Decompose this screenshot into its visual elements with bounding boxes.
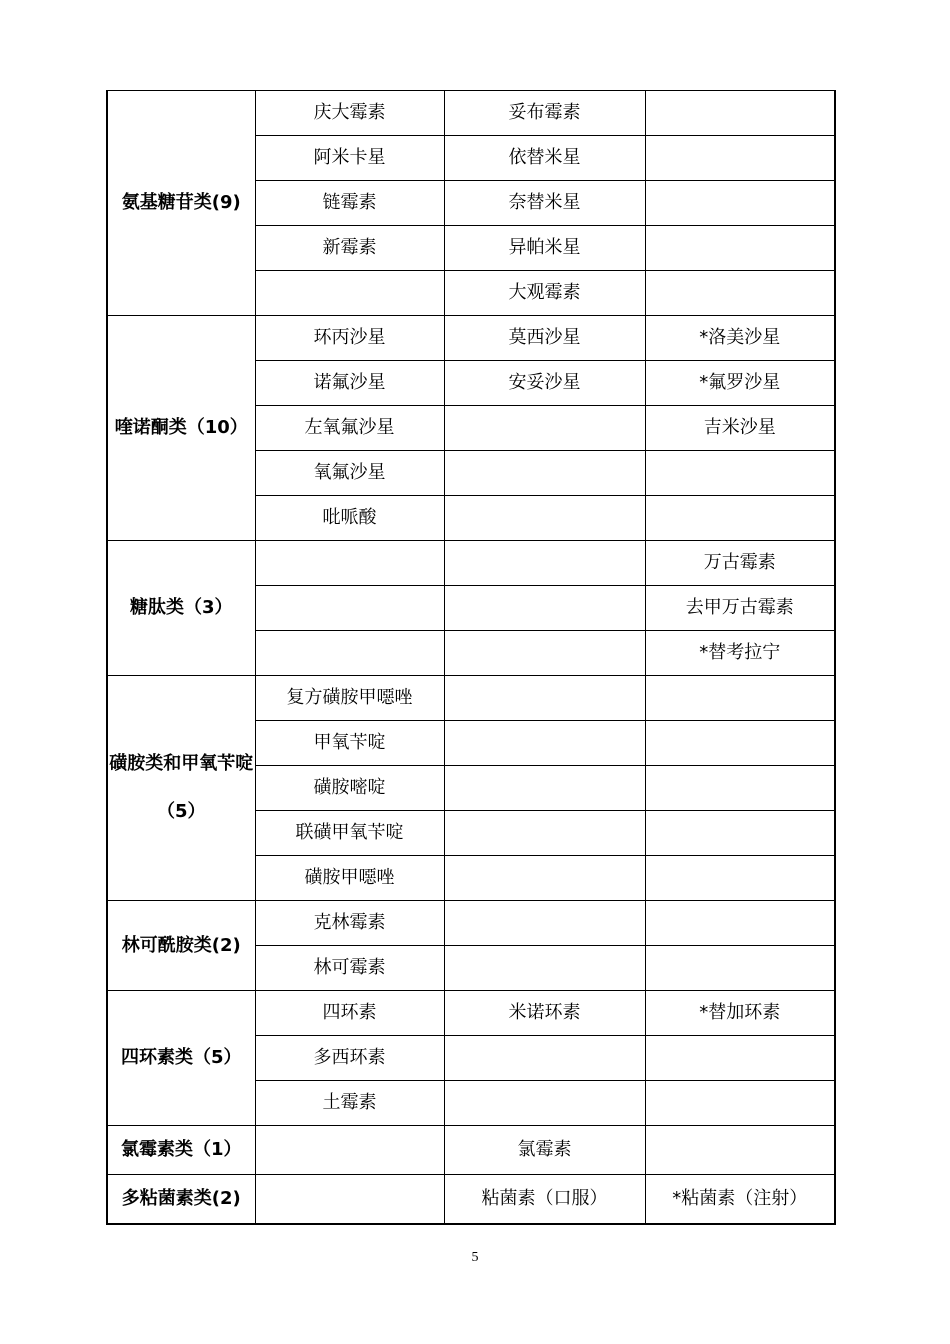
drug-cell: 复方磺胺甲噁唑 [255,676,444,721]
category-cell [107,991,255,1126]
drug-cell: 环丙沙星 [255,316,444,361]
drug-cell [645,271,835,316]
drug-cell [255,271,444,316]
drug-cell: 安妥沙星 [444,361,645,406]
drug-cell: 林可霉素 [255,946,444,991]
antibiotic-table [106,90,836,1225]
drug-cell [645,1126,835,1175]
table-row [107,1175,835,1225]
drug-cell [645,946,835,991]
drug-cell: 氧氟沙星 [255,451,444,496]
category-label: 氯霉素类（1） [120,1139,242,1160]
drug-cell [444,1081,645,1126]
category-label: 磺胺类和甲氧苄啶（5） [109,753,254,822]
drug-cell [444,676,645,721]
drug-cell: *替考拉宁 [645,631,835,676]
drug-cell [444,856,645,901]
category-cell [107,1175,255,1225]
table-row [107,316,835,361]
drug-cell [645,451,835,496]
drug-cell [645,811,835,856]
category-label: 糖肽类（3） [129,597,233,618]
drug-cell: *氟罗沙星 [645,361,835,406]
drug-cell [444,811,645,856]
drug-cell: 克林霉素 [255,901,444,946]
drug-cell [444,586,645,631]
drug-cell [444,901,645,946]
drug-cell [444,766,645,811]
drug-cell [645,856,835,901]
drug-cell: 奈替米星 [444,181,645,226]
drug-cell [255,1126,444,1175]
drug-cell: 诺氟沙星 [255,361,444,406]
drug-cell [645,181,835,226]
drug-cell: 甲氧苄啶 [255,721,444,766]
drug-cell: 磺胺嘧啶 [255,766,444,811]
drug-cell [645,721,835,766]
drug-cell [444,406,645,451]
category-label: 四环素类（5） [120,1047,242,1068]
drug-cell [255,541,444,586]
drug-cell: 吡哌酸 [255,496,444,541]
drug-cell [444,1036,645,1081]
category-cell [107,316,255,541]
drug-cell: 多西环素 [255,1036,444,1081]
table-row [107,91,835,136]
page-number: 5 [471,1250,479,1265]
drug-cell: 左氧氟沙星 [255,406,444,451]
drug-cell: 粘菌素（口服） [444,1175,645,1225]
drug-cell: 联磺甲氧苄啶 [255,811,444,856]
category-cell [107,91,255,316]
drug-cell [645,676,835,721]
category-label: 多粘菌素类(2) [121,1188,241,1209]
drug-cell [645,901,835,946]
drug-cell [645,226,835,271]
drug-cell: 庆大霉素 [255,91,444,136]
drug-cell [645,136,835,181]
drug-cell: 四环素 [255,991,444,1036]
drug-cell [255,631,444,676]
table-row [107,676,835,721]
drug-cell: 吉米沙星 [645,406,835,451]
drug-cell: 妥布霉素 [444,91,645,136]
drug-cell: 土霉素 [255,1081,444,1126]
category-cell [107,676,255,901]
drug-cell [645,1036,835,1081]
category-label: 氨基糖苷类(9) [121,192,241,213]
category-cell [107,1126,255,1175]
drug-cell [444,451,645,496]
drug-cell [255,586,444,631]
table-row [107,991,835,1036]
drug-cell: 氯霉素 [444,1126,645,1175]
drug-cell: 万古霉素 [645,541,835,586]
category-label: 林可酰胺类(2) [121,934,241,956]
table-row [107,541,835,586]
category-cell [107,541,255,676]
category-cell [107,901,255,991]
drug-cell [645,766,835,811]
drug-cell [444,541,645,586]
drug-cell: 新霉素 [255,226,444,271]
drug-cell [645,91,835,136]
drug-cell [444,721,645,766]
drug-cell: 米诺环素 [444,991,645,1036]
drug-cell: *替加环素 [645,991,835,1036]
drug-cell: *洛美沙星 [645,316,835,361]
drug-cell: *粘菌素（注射） [645,1175,835,1225]
category-label: 喹诺酮类（10） [114,417,248,438]
drug-cell [645,496,835,541]
drug-cell [444,946,645,991]
drug-cell: 去甲万古霉素 [645,586,835,631]
table-row [107,901,835,946]
drug-cell: 大观霉素 [444,271,645,316]
drug-cell: 异帕米星 [444,226,645,271]
drug-cell [444,631,645,676]
drug-cell [255,1175,444,1225]
drug-cell: 莫西沙星 [444,316,645,361]
drug-cell: 依替米星 [444,136,645,181]
drug-cell [645,1081,835,1126]
drug-cell: 阿米卡星 [255,136,444,181]
table-row [107,1126,835,1175]
drug-cell: 磺胺甲噁唑 [255,856,444,901]
drug-cell [444,496,645,541]
drug-cell: 链霉素 [255,181,444,226]
